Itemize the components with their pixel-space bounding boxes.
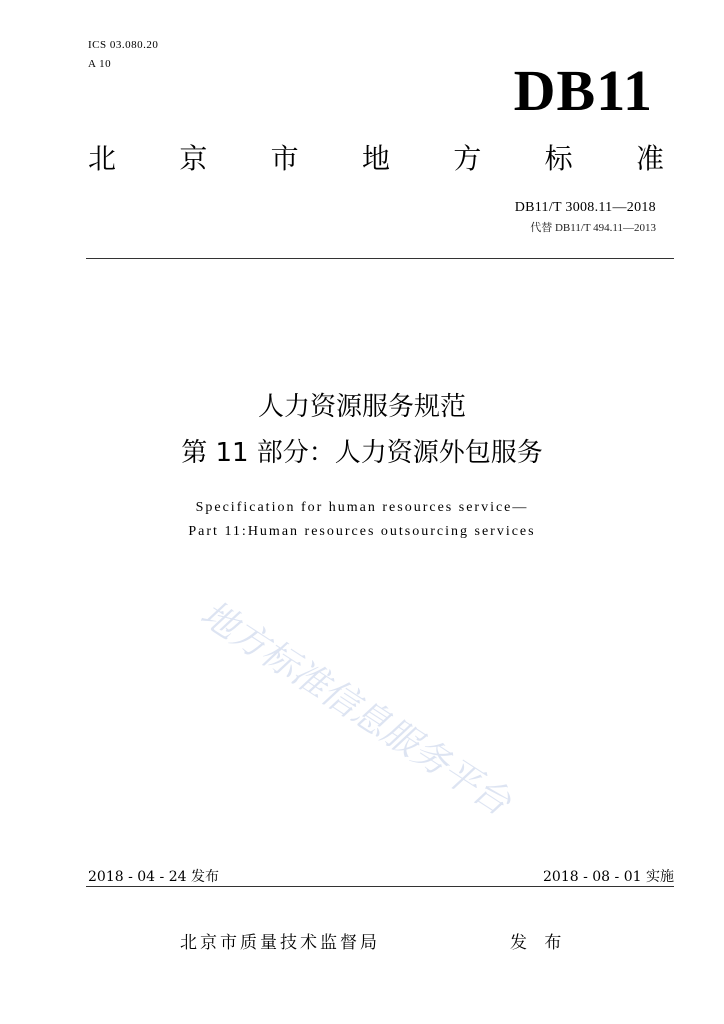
title-english-line-2: Part 11:Human resources outsourcing services (188, 524, 536, 539)
db11-logo: DB11 (513, 58, 653, 123)
standard-type-char: 方 (453, 142, 482, 175)
publish-label: 发 布 (510, 933, 568, 953)
standard-number: DB11/T 3008.11—2018 (514, 200, 656, 215)
issue-date: 2018 - 04 - 24 发布 (88, 869, 219, 885)
implementation-date: 2018 - 08 - 01 实施 (543, 869, 674, 885)
replaces-standard: 代替 DB11/T 494.11—2013 (530, 222, 656, 234)
standard-type-char: 市 (270, 142, 299, 175)
standard-type-char: 标 (544, 142, 573, 175)
watermark-text: 地方标准信息服务平台 (193, 593, 518, 824)
ics-code: ICS 03.080.20 (88, 39, 159, 51)
title-chinese-line-1: 人力资源服务规范 (257, 392, 466, 422)
standard-type-char: 京 (179, 142, 208, 175)
bottom-divider (86, 886, 674, 887)
standard-type-char: 准 (635, 142, 664, 175)
classification-code: A 10 (88, 58, 112, 70)
standard-type-char: 北 (88, 142, 117, 175)
standard-type-heading (88, 139, 664, 179)
title-chinese-line-2: 第 11 部分：人力资源外包服务 (181, 438, 543, 468)
standard-type-char: 地 (361, 142, 390, 175)
title-english-line-1: Specification for human resources service— (195, 500, 529, 515)
publisher-name: 北京市质量技术监督局 (180, 933, 380, 953)
watermark (190, 590, 610, 850)
top-divider (86, 258, 674, 259)
